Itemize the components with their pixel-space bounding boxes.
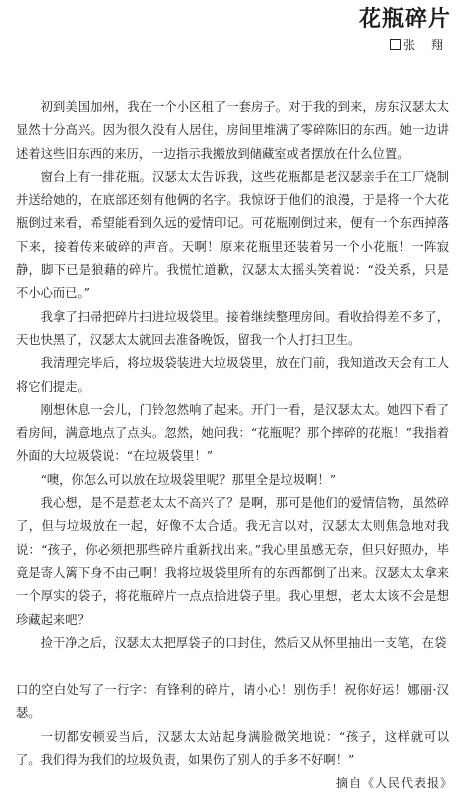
paragraph: “噢，你怎么可以放在垃圾袋里呢？那里全是垃圾啊！”: [40, 472, 336, 487]
paragraph: 刚想休息一会儿，门铃忽然响了起来。开门一看，是汉瑟太太。她四下看了看房间，满意地点了点头。忽然，她问我：“花瓶呢？那个摔碎的花瓶！”我指着外面的大垃圾袋说：“在垃圾袋里！”: [16, 402, 449, 464]
article-body: [16, 96, 449, 772]
byline-box-icon: [390, 39, 401, 50]
paragraph: 我心想，是不是惹老太太不高兴了？是啊，那可是他们的爱情信物，虽然碎了，但与垃圾放在一起，好像不太合适。我无言以对，汉瑟太太则焦急地对我说：“孩子，你必须把那些碎片重新找出来。”我心里虽感无奈，但只好照办，毕竟是寄人篱下身不由己啊！我将垃圾袋里所有的东西都倒了出来。汉瑟太太拿来一个厚实的袋子，将花瓶碎片一点点拾进袋子里。我心里想，老太太该不会是想珍藏起来吧？: [16, 496, 449, 627]
article-title: 花瓶碎片: [358, 7, 451, 32]
paragraph: 我清理完毕后，将垃圾袋装进大垃圾袋里，放在门前，我知道改天会有工人将它们提走。: [16, 356, 449, 394]
source-note: 摘自《人民代表报》: [335, 776, 453, 790]
paragraph: 捡干净之后，汉瑟太太把厚袋子的口封住，然后又从怀里抽出一支笔，在袋: [40, 635, 447, 650]
paragraph: 我拿了扫帚把碎片扫进垃圾袋里。接着继续整理房间。看收拾得差不多了，天也快黑了，汉瑟太太就回去准备晚饭，留我一个人打扫卫生。: [16, 309, 449, 347]
paragraph: 一切都安顿妥当后，汉瑟太太站起身满脸微笑地说：“孩子，这样就可以了。我们得为我们的垃圾负责，如果伤了别人的手多不好啊！”: [16, 729, 449, 768]
paragraph-continued: 口的空白处写了一行字：有锋利的碎片，请小心！别伤手！祝你好运！娜丽·汉瑟。: [16, 683, 449, 721]
paragraph: 窗台上有一排花瓶。汉瑟太太告诉我，这些花瓶都是老汉瑟亲手在工厂烧制并送给她的，在底部还刻有他俩的名字。我惊讶于他们的浪漫，于是将一个大花瓶倒过来看，希望能看到久远的爱情印记。可花瓶刚倒过来，便有一个东西掉落下来，接着传来破碎的声音。天啊！原来花瓶里还装着另一个小花瓶！一阵寂静，脚下已是狼藉的碎片。我慌忙道歉，汉瑟太太摇头笑着说：“没关系，只是不小心而已。”: [16, 169, 449, 301]
byline: [390, 36, 449, 53]
author-name: 张 翔: [403, 38, 449, 52]
paragraph: 初到美国加州，我在一个小区租了一套房子。对于我的到来，房东汉瑟太太显然十分高兴。因为很久没有人居住，房间里堆满了零碎陈旧的东西。她一边讲述着这些旧东西的来历，一边指示我搬放到储藏室或者摆放在什么位置。: [16, 100, 449, 161]
